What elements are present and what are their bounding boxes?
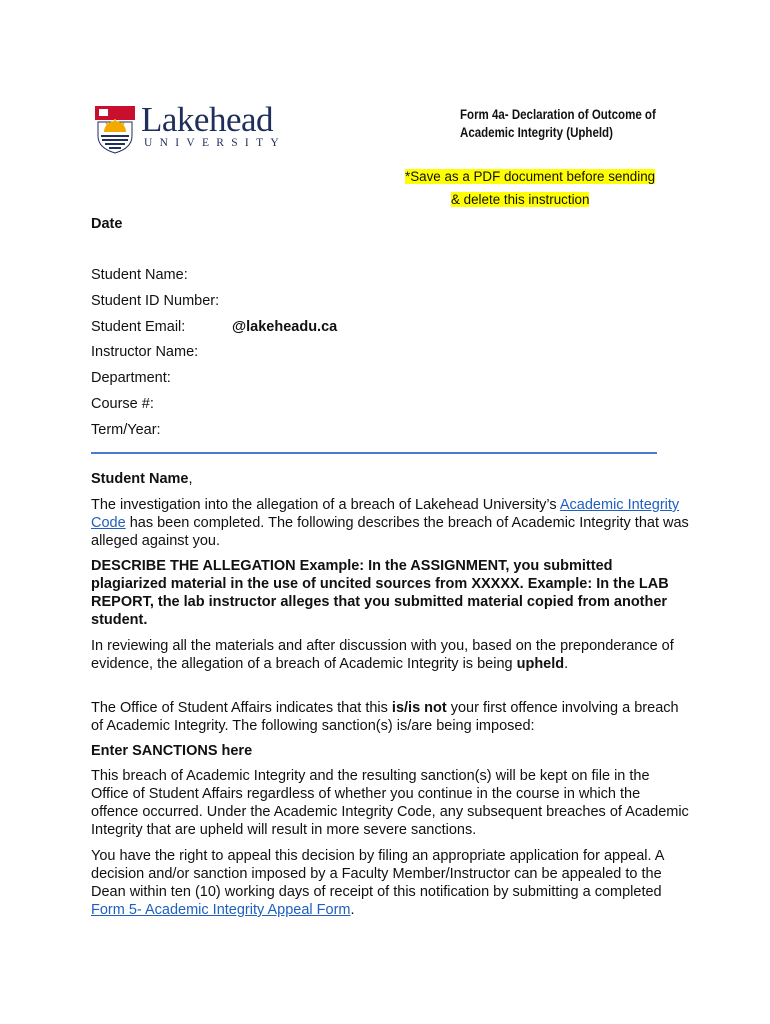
university-logo [95, 100, 295, 154]
paragraph-appeal: You have the right to appeal this decision by filing an appropriate application for appeal. A decision and/or sanction imposed by a Faculty Member/Instructor can be appealed to the Dean within ten (10) working days of receipt of this notification by submitting a completed Form 5- Academic Integrity Appeal Form. [91, 848, 664, 918]
allegation-description: DESCRIBE THE ALLEGATION Example: In the ASSIGNMENT, you submitted plagiarized material in the use of uncited sources from XXXXX. Example: In the LAB REPORT, the lab instructor alleges that you submitted material copied from another student. [91, 558, 669, 628]
student-email-label: Student Email: [91, 319, 186, 335]
logo-wordmark: Lakehead [141, 100, 274, 139]
form-title: Form 4a- Declaration of Outcome of Academic Integrity (Upheld) [460, 107, 656, 140]
course-label: Course #: [91, 396, 154, 412]
crest-icon [95, 106, 135, 154]
paragraph-review: In reviewing all the materials and after discussion with you, based on the preponderance of evidence, the allegation of a breach of Academic Integrity is being upheld. [91, 638, 674, 672]
term-year-label: Term/Year: [91, 422, 161, 438]
separator-line [91, 452, 657, 454]
paragraph-investigation: The investigation into the allegation of a breach of Lakehead University’s Academic Integrity Code has been completed. The following describes the breach of Academic Integrity that was alleged against you. [91, 497, 689, 549]
paragraph-offence: The Office of Student Affairs indicates that this is/is not your first offence involving a breach of Academic Integrity. The following sanction(s) is/are being imposed: [91, 700, 679, 734]
date-label: Date [91, 216, 123, 232]
instruction-note-line1: *Save as a PDF document before sending [405, 169, 656, 184]
logo-subtitle: UNIVERSITY [144, 137, 286, 149]
instruction-note-line2: & delete this instruction [451, 192, 590, 207]
student-name-label: Student Name: [91, 267, 188, 283]
instructor-name-label: Instructor Name: [91, 344, 199, 360]
appeal-form-link[interactable]: Form 5- Academic Integrity Appeal Form [91, 902, 351, 918]
email-domain: @lakeheadu.ca [232, 319, 338, 335]
paragraph-record: This breach of Academic Integrity and the resulting sanction(s) will be kept on file in the Office of Student Affairs regardless of whether you continue in the course in which the offence occurred. Under the Academic Integrity Code, any subsequent breaches of Academic Integrity that are upheld will result in more severe sanctions. [91, 768, 689, 838]
salutation: Student Name, [91, 471, 193, 487]
department-label: Department: [91, 370, 171, 386]
sanctions-placeholder: Enter SANCTIONS here [91, 743, 253, 759]
student-id-label: Student ID Number: [91, 293, 220, 309]
academic-integrity-code-link[interactable]: Academic Integrity Code [91, 497, 680, 531]
